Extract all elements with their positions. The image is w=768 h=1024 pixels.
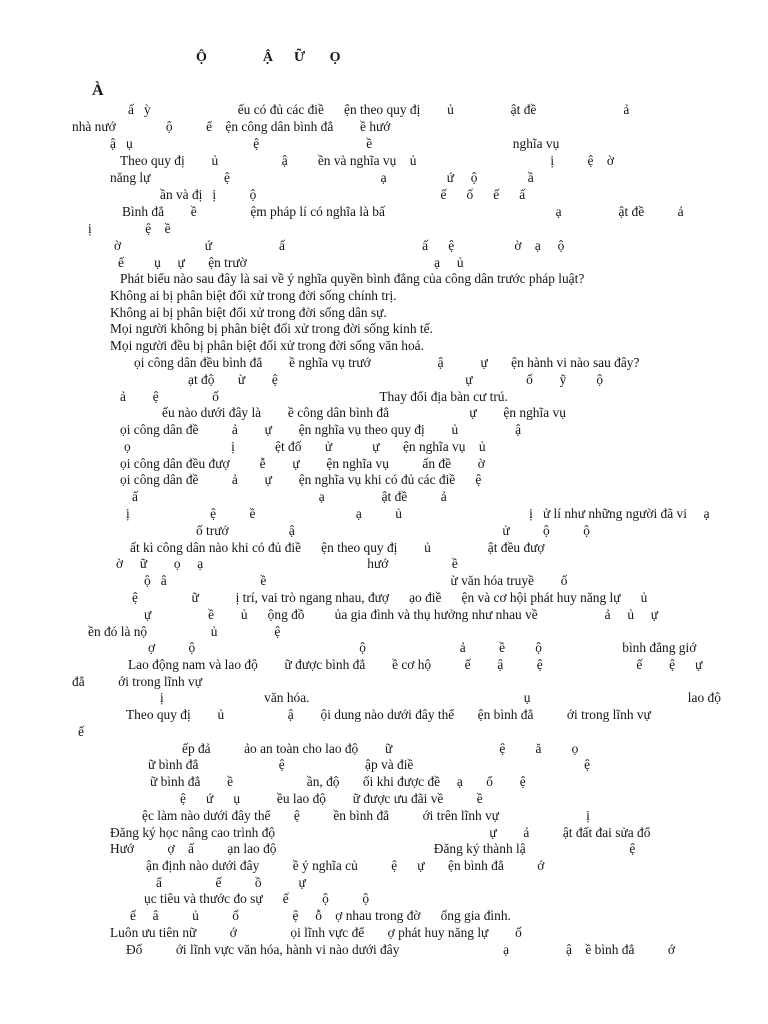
text-line-5: năng lự ệ ạ ứ ộ ầ xyxy=(110,170,534,185)
text-line-30: ệ ữ ị trí, vai trò ngang nhau, đượ ạo điề ện và cơ hội phát huy năng lự ủ xyxy=(132,590,648,605)
text-line-40: ữ bình đẳ ệ ập và điề ệ xyxy=(148,757,591,772)
text-line-7: Bình đẳ ề ệm pháp lí có nghĩa là bấ ạ ật đề ả xyxy=(122,204,684,219)
text-line-33: ợ ộ ộ ả ề ộ bình đẳng giớ xyxy=(148,640,697,655)
text-line-16: ọi công dân đều bình đẳ ề nghĩa vụ trướ ậ ự ện hành vi nào sau đây? xyxy=(134,355,640,370)
text-line-48: ục tiêu và thước đo sự ế ộ ộ xyxy=(144,891,370,906)
text-line-49: ế â ủ ố ệ ỗ ợ nhau trong đờ ống gia đình. xyxy=(130,908,511,923)
text-line-21: ọ ị ệt đố ử ự ện nghĩa vụ ủ xyxy=(124,439,486,454)
text-line-4: Theo quy đị ủ ậ ền và nghĩa vụ ủ ị ệ ờ xyxy=(120,153,614,168)
text-line-19: ếu nào dưới đây là ề công dân bình đẳ ự ện nghĩa vụ xyxy=(162,405,566,420)
text-line-43: ệc làm nào dưới đây thể ệ ền bình đẳ ới trên lĩnh vự ị xyxy=(142,808,590,823)
text-line-15: Mọi người đều bị phân biệt đối xử trong đời sống văn hoá. xyxy=(110,338,424,353)
text-line-26: ố trướ ậ ử ộ ộ xyxy=(196,523,590,538)
text-line-27: ất kì công dân nào khi có đủ điề ện theo quy đị ủ ật đều đượ xyxy=(130,540,545,555)
section-marker: À xyxy=(92,82,104,99)
text-line-34: Lao động nam và lao độ ữ được bình đẳ ề cơ hộ ế ậ ệ ế ệ ự xyxy=(128,657,703,672)
text-line-20: ọi công dân đề ả ự ện nghĩa vụ theo quy đị ủ ậ xyxy=(120,422,522,437)
text-line-39: ếp đả ảo an toàn cho lao độ ữ ệ ă ọ xyxy=(182,741,579,756)
text-line-17: ạt độ ừ ệ ự ố ỹ ộ xyxy=(188,372,604,387)
text-line-42: ệ ứ ụ ều lao độ ữ được ưu đãi về ề xyxy=(180,791,483,806)
document-title: Ộ Ậ Ữ Ọ xyxy=(196,50,341,65)
text-line-10: ế ụ ự ện trườ ạ ủ xyxy=(118,255,464,270)
text-line-37: Theo quy đị ủ ậ ội dung nào dưới đây thể ện bình đẳ ới trong lĩnh vự xyxy=(126,707,651,722)
text-line-24: ấ ạ ật đề ả xyxy=(132,489,447,504)
text-line-6: ần và đị ị ộ ế ố ế ấ xyxy=(160,187,526,202)
text-line-25: ị ệ ề ạ ủ ị ử lí như những người đã vi ạ xyxy=(126,506,710,521)
text-line-29: ộ â ề ừ văn hóa truyề ố xyxy=(144,573,568,588)
text-line-44: Đăng ký học nâng cao trình độ ự ả ật đất đai sửa đổ xyxy=(110,825,651,840)
text-line-45: Hướ ợ ấ ạn lao độ Đăng ký thành lậ ệ xyxy=(110,841,636,856)
text-line-2: nhà nướ ộ ể ện công dân bình đẳ ề hướ xyxy=(72,119,391,134)
text-line-32: ền đó là nộ ủ ệ xyxy=(88,624,281,639)
text-line-23: ọi công dân đề ả ự ện nghĩa vụ khi có đủ các điề ệ xyxy=(120,472,482,487)
text-line-8: ị ệ ề xyxy=(88,221,171,236)
text-line-1: ấ ỳ ếu có đủ các điề ện theo quy đị ủ ật đề ả xyxy=(128,102,630,117)
text-line-18: ả ệ ố Thay đổi địa bàn cư trú. xyxy=(120,389,508,404)
text-line-36: ị văn hóa. ụ lao độ xyxy=(160,690,721,705)
text-line-22: ọi công dân đều đượ ễ ự ện nghĩa vụ ấn đề ờ xyxy=(120,456,485,471)
text-line-13: Không ai bị phân biệt đối xử trong đời sống dân sự. xyxy=(110,305,387,320)
text-line-50: Luôn ưu tiên nữ ớ ọi lĩnh vực để ợ phát huy năng lự ố xyxy=(110,925,522,940)
text-line-12: Không ai bị phân biệt đối xử trong đời sống chính trị. xyxy=(110,288,397,303)
text-line-9: ờ ứ ấ ấ ệ ờ ạ ộ xyxy=(114,238,565,253)
text-line-3: ậ ụ ệ ề nghĩa vụ xyxy=(110,136,560,151)
text-line-47: ẩ ế ồ ự xyxy=(156,875,306,890)
text-line-35: đẳ ới trong lĩnh vự xyxy=(72,674,203,689)
text-line-46: ận định nào dưới đây ề ý nghĩa củ ệ ự ện bình đẳ ớ xyxy=(146,858,545,873)
text-line-51: Đố ới lĩnh vực văn hóa, hành vi nào dưới đây ạ ậ ề bình đẳ ớ xyxy=(126,942,675,957)
text-line-14: Mọi người không bị phân biệt đối xử trong đời sống kinh tế. xyxy=(110,321,433,336)
text-line-31: ự ề ủ ộng đồ ủa gia đình và thụ hưởng như nhau về ả ủ ự xyxy=(144,607,659,622)
text-line-11: Phát biểu nào sau đây là sai về ý nghĩa quyền bình đẳng của công dân trước pháp luật? xyxy=(120,271,585,286)
text-line-41: ữ bình đẳ ề ần, độ ối khi được đề ạ ổ ệ xyxy=(150,774,526,789)
text-line-38: ế xyxy=(78,724,84,739)
text-line-28: ờ ữ ọ ạ hướ ề xyxy=(116,556,458,571)
